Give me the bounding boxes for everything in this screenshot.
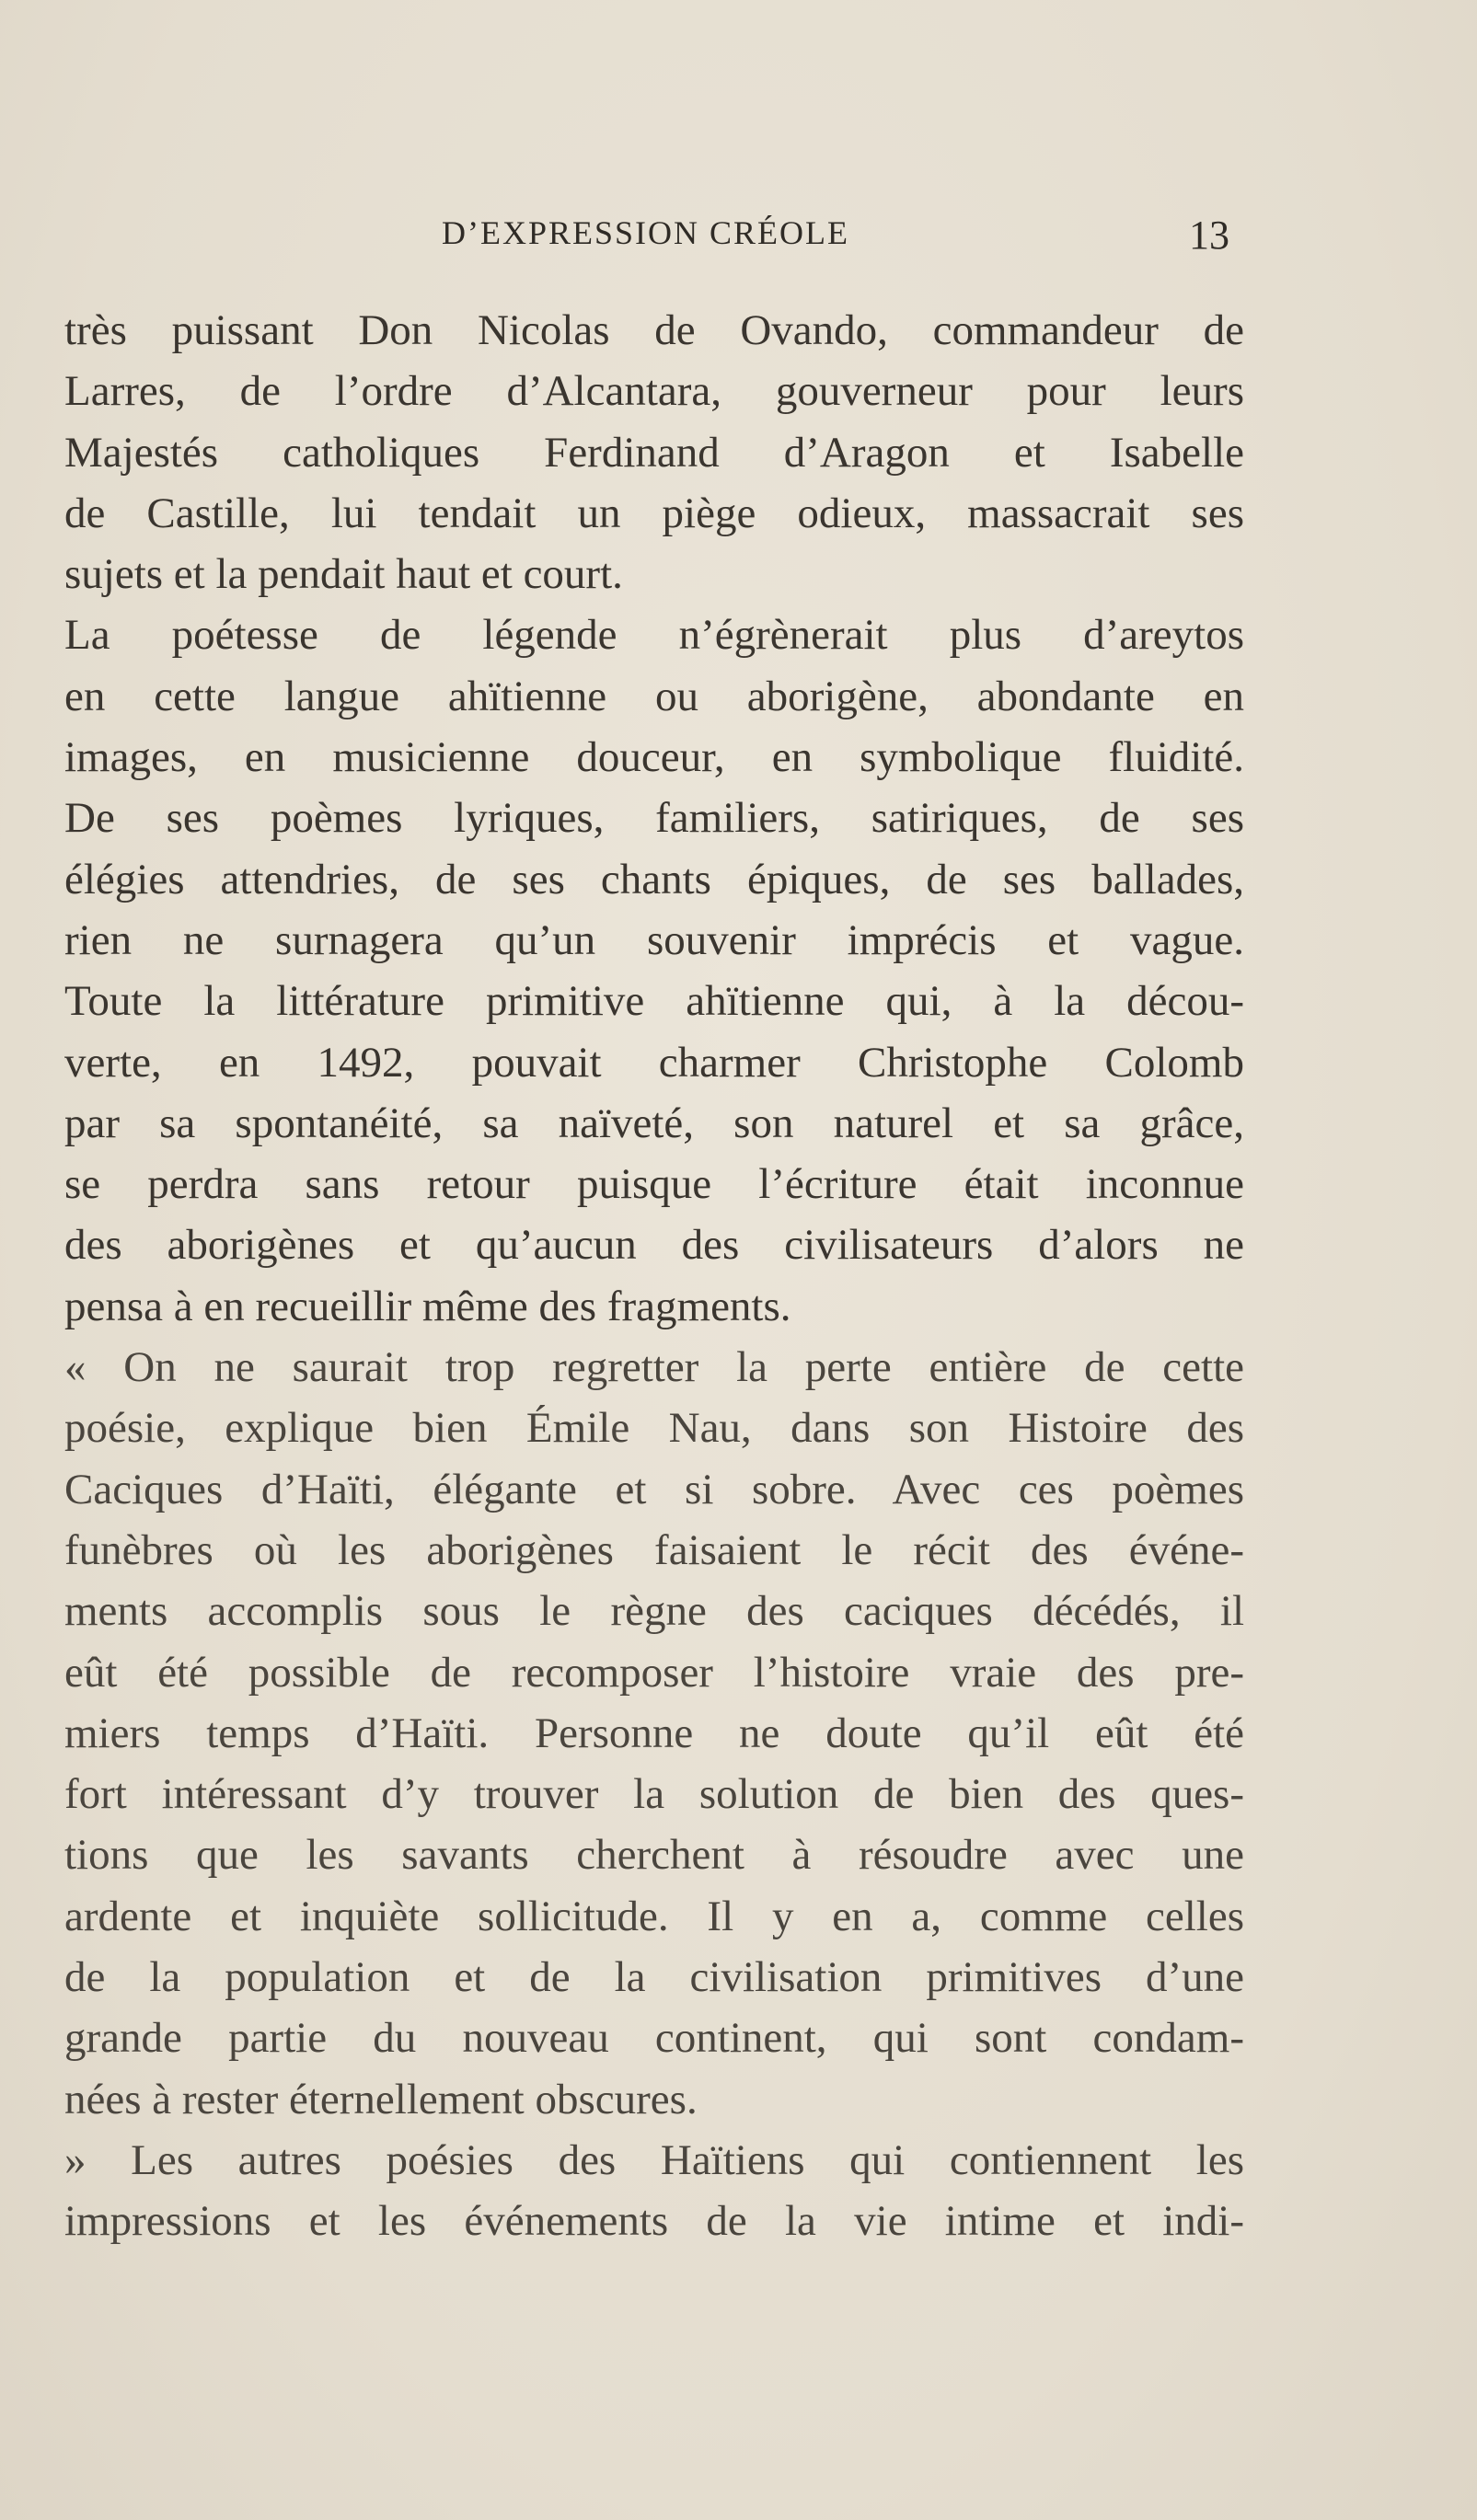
text-line: Toute la littérature primitive ahïtienne qui, à la décou- [64, 977, 1244, 1026]
text-line: « On ne saurait trop regretter la perte entière de cette [64, 1343, 1244, 1392]
text-line: sujets et la pendait haut et court. [64, 550, 623, 599]
text-line: ments accomplis sous le règne des caciques décédés, il [64, 1587, 1244, 1636]
text-line: fort intéressant d’y trouver la solution de bien des ques- [64, 1770, 1244, 1819]
running-head [64, 204, 1261, 259]
text-line: La poétesse de légende n’égrènerait plus d’areytos [64, 611, 1244, 660]
text-line: élégies attendries, de ses chants épiques, de ses ballades, [64, 855, 1244, 903]
text-line: Majestés catholiques Ferdinand d’Aragon et Isabelle [64, 428, 1244, 477]
page-number: 13 [1189, 213, 1229, 258]
text-line: des aborigènes et qu’aucun des civilisateurs d’alors ne [64, 1221, 1244, 1270]
text-line: De ses poèmes lyriques, familiers, satiriques, de ses [64, 794, 1244, 843]
text-line: rien ne surnagera qu’un souvenir imprécis et vague. [64, 915, 1244, 964]
text-line: verte, en 1492, pouvait charmer Christophe Colomb [64, 1038, 1244, 1087]
text-line: de la population et de la civilisation primitives d’une [64, 1953, 1244, 2002]
text-line: nées à rester éternellement obscures. [64, 2075, 698, 2123]
text-line: » Les autres poésies des Haïtiens qui contiennent les [64, 2135, 1244, 2184]
text-line: ardente et inquiète sollicitude. Il y en a, comme celles [64, 1892, 1244, 1940]
body-text [64, 300, 1244, 2252]
text-line: images, en musicienne douceur, en symbolique fluidité. [64, 733, 1244, 782]
text-line: par sa spontanéité, sa naïveté, son naturel et sa grâce, [64, 1099, 1244, 1147]
text-line: pensa à en recueillir même des fragments. [64, 1282, 791, 1330]
text-line: miers temps d’Haïti. Personne ne doute qu’il eût été [64, 1709, 1244, 1757]
text-line: eût été possible de recomposer l’histoire vraie des pre- [64, 1648, 1244, 1697]
text-line: funèbres où les aborigènes faisaient le récit des événe- [64, 1525, 1244, 1574]
text-line: impressions et les événements de la vie intime et indi- [64, 2197, 1244, 2246]
text-line: très puissant Don Nicolas de Ovando, commandeur de [64, 306, 1244, 354]
text-line: tions que les savants cherchent à résoudre avec une [64, 1831, 1244, 1880]
text-line: Larres, de l’ordre d’Alcantara, gouverneur pour leurs [64, 367, 1244, 416]
text-line: grande partie du nouveau continent, qui sont condam- [64, 2014, 1244, 2063]
text-line: de Castille, lui tendait un piège odieux, massacrait ses [64, 489, 1244, 537]
text-line: se perdra sans retour puisque l’écriture était inconnue [64, 1160, 1244, 1209]
running-title: D’EXPRESSION CRÉOLE [442, 214, 850, 251]
text-line: en cette langue ahïtienne ou aborigène, abondante en [64, 672, 1244, 720]
text-line: Caciques d’Haïti, élégante et si sobre. Avec ces poèmes [64, 1465, 1244, 1513]
text-line: poésie, explique bien Émile Nau, dans son Histoire des [64, 1404, 1244, 1453]
